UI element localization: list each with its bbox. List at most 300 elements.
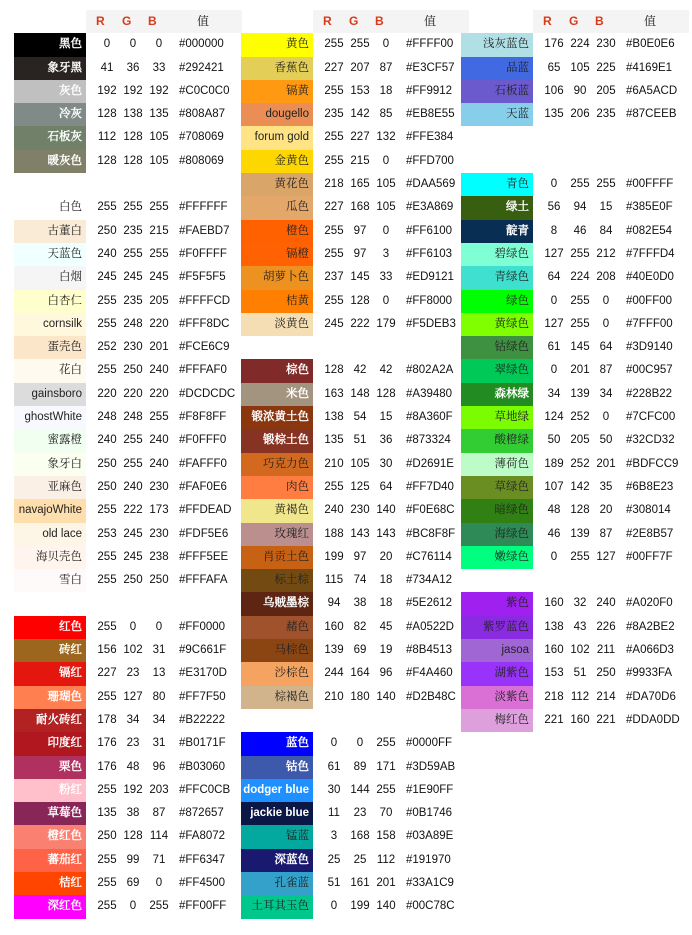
value-b: 238 bbox=[149, 550, 169, 563]
color-swatch-name: 桔红 bbox=[14, 872, 86, 895]
color-row bbox=[14, 243, 242, 266]
value-g: 148 bbox=[350, 387, 370, 400]
hex-value: #A0522D bbox=[406, 620, 454, 633]
color-swatch-name: 湖紫色 bbox=[461, 662, 533, 685]
value-g: 227 bbox=[350, 131, 370, 144]
value-g: 235 bbox=[123, 224, 143, 237]
color-swatch-name: 靛青 bbox=[461, 220, 533, 243]
hex-value: #E3CF57 bbox=[406, 61, 455, 74]
hex-value: #FFFAFA bbox=[179, 574, 228, 587]
header-r: R bbox=[323, 14, 332, 28]
value-r: 0 bbox=[330, 737, 338, 750]
header-b: B bbox=[595, 14, 604, 28]
color-swatch-name: 镉黄 bbox=[241, 80, 313, 103]
value-r: 255 bbox=[97, 574, 117, 587]
color-row bbox=[461, 196, 689, 219]
color-row bbox=[461, 639, 689, 662]
value-g: 74 bbox=[353, 574, 367, 587]
hex-value: #082E54 bbox=[626, 224, 673, 237]
color-row bbox=[461, 709, 689, 732]
value-g: 255 bbox=[350, 38, 370, 51]
value-g: 51 bbox=[353, 434, 367, 447]
hex-value: #7FFF00 bbox=[626, 317, 673, 330]
color-swatch-name: 灰色 bbox=[14, 80, 86, 103]
color-row bbox=[241, 126, 469, 149]
value-r: 255 bbox=[324, 38, 344, 51]
value-g: 255 bbox=[570, 178, 590, 191]
value-g: 51 bbox=[573, 667, 587, 680]
value-r: 210 bbox=[324, 690, 344, 703]
color-row bbox=[461, 266, 689, 289]
color-table-column-3 bbox=[461, 10, 689, 732]
value-b: 20 bbox=[599, 504, 613, 517]
table-header bbox=[86, 10, 242, 33]
value-r: 25 bbox=[327, 853, 341, 866]
color-row bbox=[461, 662, 689, 685]
value-b: 105 bbox=[149, 131, 169, 144]
value-b: 225 bbox=[596, 61, 616, 74]
hex-value: #FF00FF bbox=[179, 900, 227, 913]
hex-value: #FF4500 bbox=[179, 876, 226, 889]
value-r: 160 bbox=[544, 597, 564, 610]
color-swatch-name: 亚麻色 bbox=[14, 476, 86, 499]
value-g: 102 bbox=[570, 644, 590, 657]
value-r: 115 bbox=[324, 574, 344, 587]
value-g: 224 bbox=[570, 271, 590, 284]
hex-value: #40E0D0 bbox=[626, 271, 674, 284]
value-b: 35 bbox=[599, 480, 613, 493]
value-b: 215 bbox=[149, 224, 169, 237]
value-r: 124 bbox=[544, 411, 564, 424]
value-b: 208 bbox=[596, 271, 616, 284]
hex-value: #3D59AB bbox=[406, 760, 456, 773]
value-b: 19 bbox=[379, 644, 393, 657]
color-row bbox=[241, 802, 469, 825]
header-value: 值 bbox=[197, 14, 210, 28]
value-r: 106 bbox=[544, 84, 564, 97]
color-swatch-name: 海绿色 bbox=[461, 523, 533, 546]
value-g: 199 bbox=[350, 900, 370, 913]
hex-value: #FF0000 bbox=[179, 620, 226, 633]
hex-value: #A39480 bbox=[406, 387, 453, 400]
value-r: 160 bbox=[324, 620, 344, 633]
color-swatch-name: 白色 bbox=[14, 196, 86, 219]
value-g: 34 bbox=[126, 713, 140, 726]
value-b: 84 bbox=[599, 224, 613, 237]
color-swatch-name: 紫色 bbox=[461, 592, 533, 615]
value-b: 33 bbox=[152, 61, 166, 74]
color-row bbox=[14, 895, 242, 918]
color-swatch-name: 深红色 bbox=[14, 895, 86, 918]
hex-value: #FAFFF0 bbox=[179, 457, 227, 470]
color-swatch-name: 浅灰蓝色 bbox=[461, 33, 533, 56]
value-r: 255 bbox=[324, 131, 344, 144]
value-r: 221 bbox=[544, 713, 564, 726]
color-swatch-name: 赭色 bbox=[241, 616, 313, 639]
color-swatch-name: navajoWhite bbox=[14, 499, 86, 522]
color-row bbox=[14, 290, 242, 313]
color-row bbox=[241, 453, 469, 476]
spacer-row bbox=[461, 126, 689, 149]
value-b: 15 bbox=[379, 411, 393, 424]
color-row bbox=[14, 196, 242, 219]
value-r: 160 bbox=[544, 644, 564, 657]
value-g: 139 bbox=[570, 527, 590, 540]
color-swatch-name: 嫩绿色 bbox=[461, 546, 533, 569]
value-b: 230 bbox=[149, 527, 169, 540]
value-r: 255 bbox=[97, 201, 117, 214]
hex-value: #7CFC00 bbox=[626, 411, 676, 424]
value-g: 252 bbox=[570, 457, 590, 470]
color-row bbox=[461, 103, 689, 126]
color-swatch-name: 雪白 bbox=[14, 569, 86, 592]
hex-value: #873324 bbox=[406, 434, 451, 447]
value-r: 255 bbox=[324, 154, 344, 167]
value-g: 102 bbox=[123, 644, 143, 657]
value-b: 135 bbox=[149, 108, 169, 121]
color-row bbox=[241, 895, 469, 918]
value-b: 235 bbox=[596, 108, 616, 121]
color-swatch-name: 巧克力色 bbox=[241, 453, 313, 476]
value-b: 245 bbox=[149, 271, 169, 284]
value-b: 34 bbox=[152, 713, 166, 726]
value-r: 218 bbox=[544, 690, 564, 703]
value-r: 237 bbox=[324, 271, 344, 284]
color-swatch-name: jackie blue bbox=[241, 802, 313, 825]
hex-value: #228B22 bbox=[626, 387, 673, 400]
value-r: 255 bbox=[97, 294, 117, 307]
value-g: 97 bbox=[353, 247, 367, 260]
value-g: 128 bbox=[123, 830, 143, 843]
value-b: 18 bbox=[379, 574, 393, 587]
value-g: 215 bbox=[350, 154, 370, 167]
value-g: 245 bbox=[123, 527, 143, 540]
value-b: 127 bbox=[596, 550, 616, 563]
color-row bbox=[461, 453, 689, 476]
value-r: 135 bbox=[544, 108, 564, 121]
value-b: 140 bbox=[376, 900, 396, 913]
value-b: 0 bbox=[382, 38, 390, 51]
value-g: 142 bbox=[350, 108, 370, 121]
color-row bbox=[241, 476, 469, 499]
hex-value: #FDF5E6 bbox=[179, 527, 229, 540]
spacer-row bbox=[14, 592, 242, 615]
header-r: R bbox=[96, 14, 105, 28]
color-row bbox=[461, 313, 689, 336]
color-row bbox=[461, 33, 689, 56]
value-r: 252 bbox=[97, 341, 117, 354]
color-row bbox=[461, 686, 689, 709]
value-r: 188 bbox=[324, 527, 344, 540]
color-row bbox=[461, 220, 689, 243]
value-g: 205 bbox=[570, 434, 590, 447]
value-b: 0 bbox=[602, 294, 610, 307]
color-swatch-name: 印度红 bbox=[14, 732, 86, 755]
color-swatch-name: 黄花色 bbox=[241, 173, 313, 196]
color-swatch-name: 橙红色 bbox=[14, 825, 86, 848]
hex-value: #308014 bbox=[626, 504, 671, 517]
color-row bbox=[14, 383, 242, 406]
header-value: 值 bbox=[644, 14, 657, 28]
value-g: 235 bbox=[123, 294, 143, 307]
color-row bbox=[241, 80, 469, 103]
value-b: 0 bbox=[155, 876, 163, 889]
value-g: 46 bbox=[573, 224, 587, 237]
color-row bbox=[241, 57, 469, 80]
hex-value: #87CEEB bbox=[626, 108, 677, 121]
color-swatch-name: 金黄色 bbox=[241, 150, 313, 173]
color-row bbox=[241, 150, 469, 173]
value-r: 48 bbox=[547, 504, 561, 517]
hex-value: #00FF00 bbox=[626, 294, 673, 307]
value-r: 244 bbox=[324, 667, 344, 680]
hex-value: #F0FFF0 bbox=[179, 434, 227, 447]
value-g: 255 bbox=[123, 201, 143, 214]
color-row bbox=[241, 173, 469, 196]
value-r: 255 bbox=[97, 317, 117, 330]
hex-value: #9C661F bbox=[179, 644, 227, 657]
color-row bbox=[14, 686, 242, 709]
value-b: 105 bbox=[376, 201, 396, 214]
value-r: 189 bbox=[544, 457, 564, 470]
hex-value: #A020F0 bbox=[626, 597, 673, 610]
hex-value: #FFC0CB bbox=[179, 783, 231, 796]
hex-value: #FFFF00 bbox=[406, 38, 454, 51]
value-g: 160 bbox=[570, 713, 590, 726]
hex-value: #F0E68C bbox=[406, 504, 455, 517]
hex-value: #ED9121 bbox=[406, 271, 454, 284]
color-row bbox=[461, 57, 689, 80]
color-row bbox=[14, 103, 242, 126]
value-b: 205 bbox=[596, 84, 616, 97]
hex-value: #FFF5EE bbox=[179, 550, 229, 563]
value-b: 64 bbox=[599, 341, 613, 354]
color-swatch-name: 栗色 bbox=[14, 756, 86, 779]
value-r: 255 bbox=[97, 876, 117, 889]
value-r: 153 bbox=[544, 667, 564, 680]
color-row bbox=[241, 383, 469, 406]
value-b: 205 bbox=[149, 294, 169, 307]
color-row bbox=[461, 383, 689, 406]
value-r: 255 bbox=[324, 224, 344, 237]
hex-value: #F4A460 bbox=[406, 667, 453, 680]
value-b: 173 bbox=[149, 504, 169, 517]
hex-value: #FFE384 bbox=[406, 131, 454, 144]
color-row bbox=[14, 872, 242, 895]
color-row bbox=[14, 756, 242, 779]
value-r: 128 bbox=[97, 108, 117, 121]
hex-value: #FFDEAD bbox=[179, 504, 232, 517]
value-b: 87 bbox=[152, 807, 166, 820]
color-row bbox=[14, 825, 242, 848]
color-swatch-name: 孔雀蓝 bbox=[241, 872, 313, 895]
value-r: 240 bbox=[97, 247, 117, 260]
value-b: 212 bbox=[596, 247, 616, 260]
value-r: 245 bbox=[97, 271, 117, 284]
color-row bbox=[241, 429, 469, 452]
value-r: 255 bbox=[97, 783, 117, 796]
value-r: 61 bbox=[327, 760, 341, 773]
value-b: 45 bbox=[379, 620, 393, 633]
value-r: 255 bbox=[97, 504, 117, 517]
table-header bbox=[313, 10, 469, 33]
value-g: 105 bbox=[350, 457, 370, 470]
value-r: 94 bbox=[327, 597, 341, 610]
value-b: 0 bbox=[382, 294, 390, 307]
color-row bbox=[241, 103, 469, 126]
hex-value: #808069 bbox=[179, 154, 224, 167]
value-r: 8 bbox=[550, 224, 558, 237]
color-row bbox=[14, 802, 242, 825]
color-swatch-name: 蛋壳色 bbox=[14, 336, 86, 359]
value-r: 235 bbox=[324, 108, 344, 121]
color-row bbox=[241, 313, 469, 336]
color-swatch-name: 薄荷色 bbox=[461, 453, 533, 476]
value-b: 50 bbox=[599, 434, 613, 447]
color-swatch-name: 胡萝卜色 bbox=[241, 266, 313, 289]
hex-value: #D2B48C bbox=[406, 690, 456, 703]
value-r: 255 bbox=[97, 853, 117, 866]
value-r: 0 bbox=[550, 364, 558, 377]
value-b: 140 bbox=[376, 504, 396, 517]
color-swatch-name: 香蕉色 bbox=[241, 57, 313, 80]
value-r: 128 bbox=[97, 154, 117, 167]
color-swatch-name: 绿土 bbox=[461, 196, 533, 219]
value-g: 250 bbox=[123, 574, 143, 587]
color-swatch-name: 紫罗蓝色 bbox=[461, 616, 533, 639]
value-g: 222 bbox=[350, 317, 370, 330]
color-row bbox=[14, 523, 242, 546]
color-swatch-name: 蕃茄红 bbox=[14, 849, 86, 872]
hex-value: #FAEBD7 bbox=[179, 224, 230, 237]
value-b: 192 bbox=[149, 84, 169, 97]
hex-value: #2E8B57 bbox=[626, 527, 674, 540]
color-row bbox=[461, 523, 689, 546]
color-swatch-name: 天蓝 bbox=[461, 103, 533, 126]
value-b: 31 bbox=[152, 737, 166, 750]
value-g: 240 bbox=[123, 480, 143, 493]
value-b: 87 bbox=[599, 527, 613, 540]
value-r: 138 bbox=[544, 620, 564, 633]
value-g: 25 bbox=[353, 853, 367, 866]
value-g: 54 bbox=[353, 411, 367, 424]
value-b: 36 bbox=[379, 434, 393, 447]
color-swatch-name: 锻浓黄土色 bbox=[241, 406, 313, 429]
color-swatch-name: 品蓝 bbox=[461, 57, 533, 80]
value-g: 42 bbox=[353, 364, 367, 377]
color-row bbox=[14, 220, 242, 243]
color-row bbox=[241, 243, 469, 266]
value-g: 23 bbox=[126, 737, 140, 750]
hex-value: #6A5ACD bbox=[626, 84, 678, 97]
value-r: 250 bbox=[97, 224, 117, 237]
color-row bbox=[14, 546, 242, 569]
value-r: 30 bbox=[327, 783, 341, 796]
value-b: 221 bbox=[596, 713, 616, 726]
color-row bbox=[461, 429, 689, 452]
color-swatch-name: 沙棕色 bbox=[241, 662, 313, 685]
value-g: 168 bbox=[350, 201, 370, 214]
value-b: 128 bbox=[376, 387, 396, 400]
value-b: 30 bbox=[379, 457, 393, 470]
hex-value: #BDFCC9 bbox=[626, 457, 679, 470]
value-b: 64 bbox=[379, 480, 393, 493]
color-swatch-name: 象牙黑 bbox=[14, 57, 86, 80]
value-r: 0 bbox=[103, 38, 111, 51]
hex-value: #D2691E bbox=[406, 457, 454, 470]
color-swatch-name: 花白 bbox=[14, 359, 86, 382]
value-b: 255 bbox=[149, 411, 169, 424]
value-b: 203 bbox=[149, 783, 169, 796]
value-g: 43 bbox=[573, 620, 587, 633]
color-row bbox=[14, 779, 242, 802]
value-b: 211 bbox=[596, 644, 616, 657]
value-g: 168 bbox=[350, 830, 370, 843]
value-b: 112 bbox=[376, 853, 396, 866]
value-b: 105 bbox=[149, 154, 169, 167]
hex-value: #32CD32 bbox=[626, 434, 675, 447]
value-r: 0 bbox=[550, 550, 558, 563]
value-b: 158 bbox=[376, 830, 396, 843]
value-r: 240 bbox=[324, 504, 344, 517]
value-b: 255 bbox=[149, 201, 169, 214]
value-b: 201 bbox=[376, 876, 396, 889]
color-swatch-name: 天蓝色 bbox=[14, 243, 86, 266]
value-r: 250 bbox=[97, 457, 117, 470]
value-r: 127 bbox=[544, 317, 564, 330]
hex-value: #00C957 bbox=[626, 364, 673, 377]
value-b: 143 bbox=[376, 527, 396, 540]
color-swatch-name: 青色 bbox=[461, 173, 533, 196]
value-r: 255 bbox=[324, 294, 344, 307]
hex-value: #1E90FF bbox=[406, 783, 454, 796]
color-row bbox=[241, 872, 469, 895]
color-row bbox=[14, 150, 242, 173]
value-r: 227 bbox=[97, 667, 117, 680]
value-b: 70 bbox=[379, 807, 393, 820]
color-row bbox=[461, 616, 689, 639]
hex-value: #FAF0E6 bbox=[179, 480, 227, 493]
value-r: 46 bbox=[547, 527, 561, 540]
value-r: 51 bbox=[327, 876, 341, 889]
spacer-row bbox=[461, 150, 689, 173]
value-r: 65 bbox=[547, 61, 561, 74]
color-row bbox=[14, 639, 242, 662]
value-r: 178 bbox=[97, 713, 117, 726]
header-value: 值 bbox=[424, 14, 437, 28]
hex-value: #191970 bbox=[406, 853, 451, 866]
color-swatch-name: 青绿色 bbox=[461, 266, 533, 289]
value-r: 128 bbox=[324, 364, 344, 377]
hex-value: #FF8000 bbox=[406, 294, 453, 307]
color-row bbox=[241, 523, 469, 546]
value-g: 89 bbox=[353, 760, 367, 773]
value-g: 32 bbox=[573, 597, 587, 610]
value-g: 112 bbox=[570, 690, 590, 703]
value-g: 139 bbox=[570, 387, 590, 400]
value-g: 222 bbox=[123, 504, 143, 517]
color-swatch-name: 深蓝色 bbox=[241, 849, 313, 872]
value-r: 11 bbox=[328, 807, 340, 820]
color-row bbox=[461, 546, 689, 569]
color-swatch-name: 淡黄色 bbox=[241, 313, 313, 336]
color-swatch-name: 梅红色 bbox=[461, 709, 533, 732]
value-r: 176 bbox=[97, 760, 117, 773]
hex-value: #8B4513 bbox=[406, 644, 453, 657]
hex-value: #EB8E55 bbox=[406, 108, 455, 121]
value-b: 96 bbox=[379, 667, 393, 680]
color-row bbox=[461, 476, 689, 499]
